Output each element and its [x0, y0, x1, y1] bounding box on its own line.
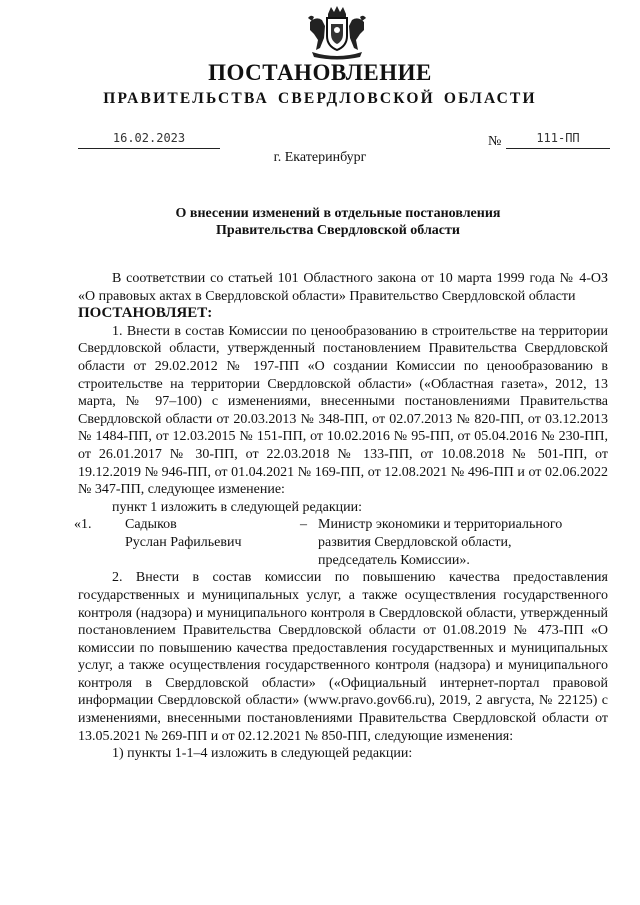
- member-surname: Садыков: [125, 517, 177, 533]
- item-1-subparagraph: пункт 1 изложить в следующей редакции:: [112, 499, 362, 515]
- member-role-line: председатель Комиссии».: [318, 552, 470, 568]
- item-1-paragraph: 1. Внести в состав Комиссии по ценообразованию в строительстве на территории Свердловской области, утвержденный постановлением Правительства Свердловской области от 29.02.2012 № 197-ПП «О создании Комиссии по ценообразованию в строительстве на территории Свердловской области» («Областная газета», 2012, 13 марта, № 97–100) с изменениями, внесенными постановлениями Правительства Свердловской области от 20.03.2013 № 348-ПП, от 02.07.2013 № 820-ПП, от 03.12.2013 № 1484-ПП, от 12.03.2015 № 151-ПП, от 10.02.2016 № 95-ПП, от 05.04.2016 № 230-ПП, от 26.01.2017 № 30-ПП, от 22.03.2018 № 133-ПП, от 10.08.2018 № 501-ПП, от 19.12.2019 № 946-ПП, от 01.04.2021 № 169-ПП, от 12.08.2021 № 496-ПП и от 02.06.2022 № 347-ПП, следующее изменение:: [78, 323, 608, 498]
- city-line: г. Екатеринбург: [273, 150, 367, 165]
- member-given-names: Руслан Рафильевич: [125, 534, 242, 550]
- document-title: [78, 205, 598, 239]
- member-number: «1.: [74, 517, 92, 533]
- document-number: 111-ПП: [506, 131, 610, 149]
- member-name: [125, 516, 295, 551]
- document-type-heading: ПОСТАНОВЛЕНИЕ: [208, 60, 432, 85]
- item-2-paragraph: 2. Внести в состав комиссии по повышению качества предоставления государственных и муниципальных услуг, а также осуществления государственного контроля (надзора) и муниципального контроля в Свердловской области, утвержденный постановлением Правительства Свердловской области от 01.08.2019 № 473-ПП «О комиссии по повышению качества предоставления государственных и муниципальных услуг, а также осуществления государственного контроля (надзора) и муниципального контроля в Свердловской области» («Официальный интернет-портал правовой информации Свердловской области» (www.pravo.gov66.ru), 2019, 2 августа, № 22125) с изменениями, внесенными постановлениями Правительства Свердловской области от 13.05.2021 № 269-ПП и от 02.12.2021 № 850-ПП, следующие изменения:: [78, 570, 608, 744]
- coat-of-arms-icon: [302, 4, 372, 62]
- document-body: [74, 270, 608, 763]
- member-role: [318, 516, 598, 569]
- member-role-line: развития Свердловской области,: [318, 534, 512, 550]
- item-2-subparagraph: 1) пункты 1-1–4 изложить в следующей редакции:: [112, 746, 413, 762]
- document-date: 16.02.2023: [78, 131, 220, 149]
- preamble-paragraph: В соответствии со статьей 101 Областного закона от 10 марта 1999 года № 4-ОЗ «О правовых актах в Свердловской области» Правительство Свердловской области: [78, 271, 608, 304]
- commission-member-row: [74, 516, 608, 569]
- member-role-line: Министр экономики и территориального: [318, 517, 563, 533]
- document-title-line: О внесении изменений в отдельные постановления: [175, 206, 501, 221]
- member-dash: –: [300, 517, 307, 533]
- resolves-heading: ПОСТАНОВЛЯЕТ:: [78, 305, 213, 322]
- number-sign: №: [488, 134, 502, 149]
- issuer-heading: ПРАВИТЕЛЬСТВА СВЕРДЛОВСКОЙ ОБЛАСТИ: [103, 90, 537, 107]
- document-title-line: Правительства Свердловской области: [216, 223, 460, 238]
